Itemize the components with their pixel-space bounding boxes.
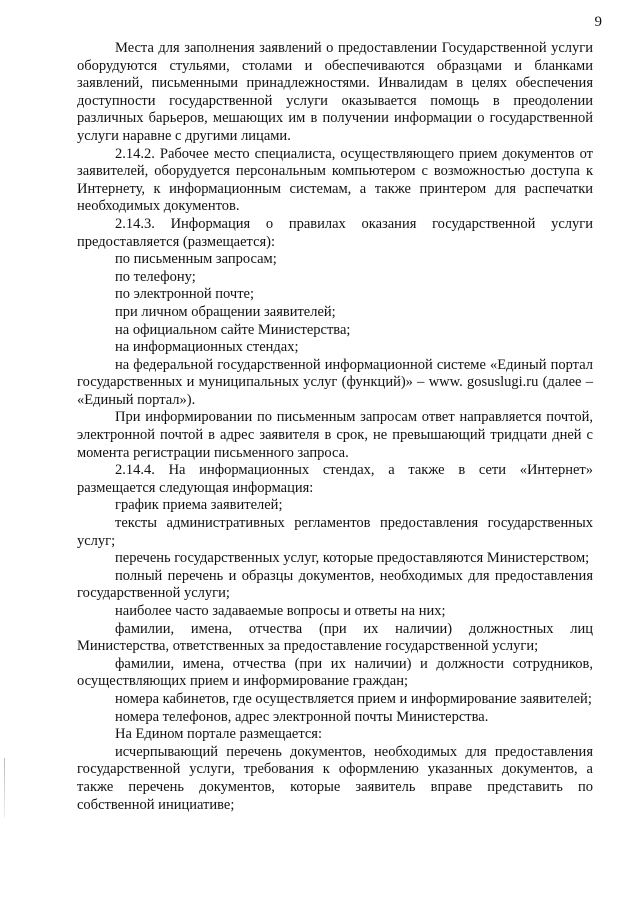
list-item: фамилии, имена, отчества (при их наличии) и должности сотрудников, осуществляющих прием и информирование граждан; xyxy=(77,655,593,690)
list-item: на официальном сайте Министерства; xyxy=(115,321,351,338)
list-item: график приема заявителей; xyxy=(115,497,283,514)
list-item: по электронной почте; xyxy=(115,286,255,303)
paragraph: На Едином портале размещается: xyxy=(115,726,323,743)
list-item: фамилии, имена, отчества (при их наличии) должностных лиц Министерства, ответственных за предоставление государственной услуги; xyxy=(77,620,593,655)
list-item: номера телефонов, адрес электронной почты Министерства. xyxy=(115,708,489,725)
list-item: по телефону; xyxy=(115,268,196,285)
paragraph: При информировании по письменным запросам ответ направляется почтой, электронной почтой в адрес заявителя в срок, не превышающий тридцати дней с момента регистрации письменного запроса. xyxy=(77,409,593,461)
list-item: по письменным запросам; xyxy=(115,251,277,268)
page-number: 9 xyxy=(594,14,602,30)
list-item: на информационных стендах; xyxy=(115,339,299,356)
list-item: исчерпывающий перечень документов, необходимых для предоставления государственной услуги, требования к оформлению указанных документов, а также перечень документов, которые заявитель вправе представить по собственной инициативе; xyxy=(77,743,593,813)
paragraph: 2.14.3. Информация о правилах оказания государственной услуги предоставляется (размещается): xyxy=(77,215,593,250)
list-item: при личном обращении заявителей; xyxy=(115,303,336,320)
paragraph: 2.14.2. Рабочее место специалиста, осуществляющего прием документов от заявителей, оборудуется персональным компьютером с возможностью доступа к Интернету, к информационным системам, а также принтером для распечатки необходимых документов. xyxy=(77,145,593,215)
list-item: перечень государственных услуг, которые предоставляются Министерством; xyxy=(115,550,590,567)
scan-edge-mark xyxy=(4,758,5,818)
paragraph: 2.14.4. На информационных стендах, а также в сети «Интернет» размещается следующая информация: xyxy=(77,462,593,496)
list-item: номера кабинетов, где осуществляется прием и информирование заявителей; xyxy=(115,690,592,707)
list-item: на федеральной государственной информационной системе «Единый портал государственных и муниципальных услуг (функций)» – www. gosuslugi.ru (далее – «Единый портал»). xyxy=(77,356,593,408)
list-item: наиболее часто задаваемые вопросы и ответы на них; xyxy=(115,603,446,619)
paragraph: Места для заполнения заявлений о предоставлении Государственной услуги оборудуются стульями, столами и обеспечиваются образцами и бланками заявлений, письменными принадлежностями. Инвалидам в целях обеспечения доступности государственной услуги оказывается помощь в преодолении различных барьеров, мешающих им в получении информации о государственной услуги наравне с другими лицами. xyxy=(77,40,593,144)
list-item: тексты административных регламентов предоставления государственных услуг; xyxy=(77,515,593,549)
list-item: полный перечень и образцы документов, необходимых для предоставления государственной услуги; xyxy=(77,567,593,602)
document-body xyxy=(77,40,593,814)
